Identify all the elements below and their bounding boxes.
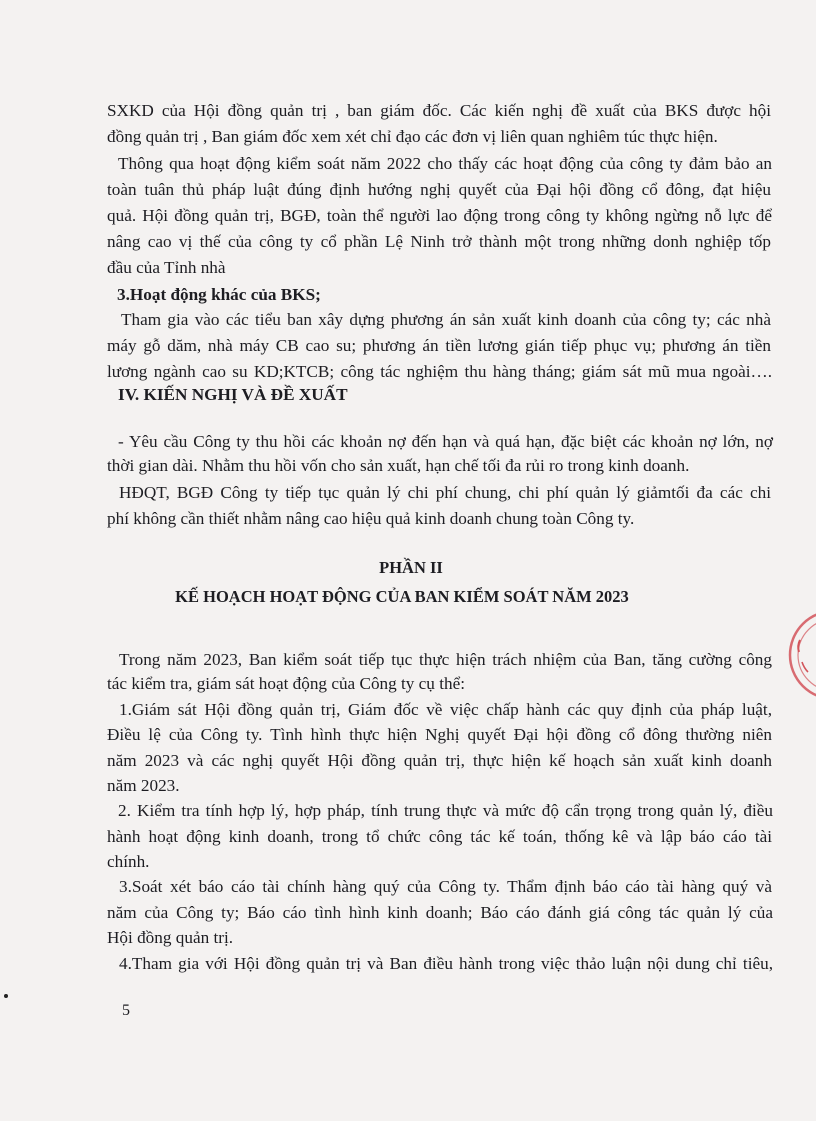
body-line: SXKD của Hội đồng quản trị , ban giám đốc. Các kiến nghị đề xuất của BKS được hội <box>107 101 771 120</box>
body-line: đồng quản trị , Ban giám đốc xem xét chỉ đạo các đơn vị liên quan nghiêm túc thực hiện. <box>107 127 718 146</box>
page-number: 5 <box>122 1002 130 1019</box>
body-line: chính. <box>107 852 150 871</box>
part-title: PHẦN II <box>379 558 443 577</box>
body-line: 1.Giám sát Hội đồng quản trị, Giám đốc về việc chấp hành các quy định của pháp luật, <box>119 700 772 719</box>
body-line: 3.Soát xét báo cáo tài chính hàng quý của Công ty. Thẩm định báo cáo tài hàng quý và <box>119 877 772 896</box>
section-heading: 3.Hoạt động khác của BKS; <box>117 285 321 304</box>
body-line: - Yêu cầu Công ty thu hồi các khoản nợ đến hạn và quá hạn, đặc biệt các khoản nợ lớn, nợ <box>118 432 773 451</box>
body-line: phí không cần thiết nhằm nâng cao hiệu quả kinh doanh chung toàn Công ty. <box>107 509 635 528</box>
body-line: Tham gia vào các tiểu ban xây dựng phương án sản xuất kinh doanh của công ty; các nhà <box>121 310 771 329</box>
section-heading: IV. KIẾN NGHỊ VÀ ĐỀ XUẤT <box>118 385 348 404</box>
body-line: Thông qua hoạt động kiểm soát năm 2022 cho thấy các hoạt động của công ty đảm bảo an <box>118 154 772 173</box>
red-seal-stamp-icon <box>786 600 816 710</box>
scan-speck <box>4 994 8 998</box>
body-line: năm 2023 và các nghị quyết Hội đồng quản trị, thực hiện kế hoạch sản xuất kinh doanh <box>107 751 772 770</box>
body-line: nâng cao vị thế của công ty cổ phần Lệ Ninh trở thành một trong những donh nghiệp tốp <box>107 232 771 251</box>
body-line: HĐQT, BGĐ Công ty tiếp tục quản lý chi phí chung, chi phí quản lý giảmtối đa các chi <box>119 483 771 502</box>
body-line: năm của Công ty; Báo cáo tình hình kinh doanh; Báo cáo đánh giá công tác quản lý của <box>107 903 773 922</box>
body-line: quả. Hội đồng quản trị, BGĐ, toàn thể người lao động trong công ty không ngừng nỗ lực để <box>107 206 772 225</box>
body-line: Trong năm 2023, Ban kiểm soát tiếp tục thực hiện trách nhiệm của Ban, tăng cường công <box>119 650 772 669</box>
body-line: 4.Tham gia với Hội đồng quản trị và Ban điều hành trong việc thảo luận nội dung chỉ tiêu, <box>119 954 773 973</box>
body-line: Điều lệ của Công ty. Tình hình thực hiện Nghị quyết Đại hội đồng cổ đông thường niên <box>107 725 772 744</box>
body-line: 2. Kiểm tra tính hợp lý, hợp pháp, tính trung thực và mức độ cẩn trọng trong quản lý, điều <box>118 801 773 820</box>
body-line: Hội đồng quản trị. <box>107 928 234 947</box>
body-line: đầu của Tỉnh nhà <box>107 258 226 277</box>
body-line: máy gỗ dăm, nhà máy CB cao su; phương án tiền lương gián tiếp phục vụ; phương án tiền <box>107 336 771 355</box>
plan-title: KẾ HOẠCH HOẠT ĐỘNG CỦA BAN KIỂM SOÁT NĂM 2023 <box>175 587 629 606</box>
body-line: toàn tuân thủ pháp luật đúng định hướng nghị quyết của Đại hội đồng cổ đông, đạt hiệu <box>107 180 771 199</box>
body-line: năm 2023. <box>107 776 180 795</box>
body-line: thời gian dài. Nhằm thu hồi vốn cho sản xuất, hạn chế tối đa rủi ro trong kinh doanh. <box>107 456 690 475</box>
body-line: hành hoạt động kinh doanh, trong tổ chức công tác kế toán, thống kê và lập báo cáo tài <box>107 827 772 846</box>
body-line: tác kiểm tra, giám sát hoạt động của Công ty cụ thể: <box>107 674 465 693</box>
body-line: lương ngành cao su KD;KTCB; công tác nghiệm thu hàng tháng; giám sát mũ mua ngoài…. <box>107 362 772 381</box>
